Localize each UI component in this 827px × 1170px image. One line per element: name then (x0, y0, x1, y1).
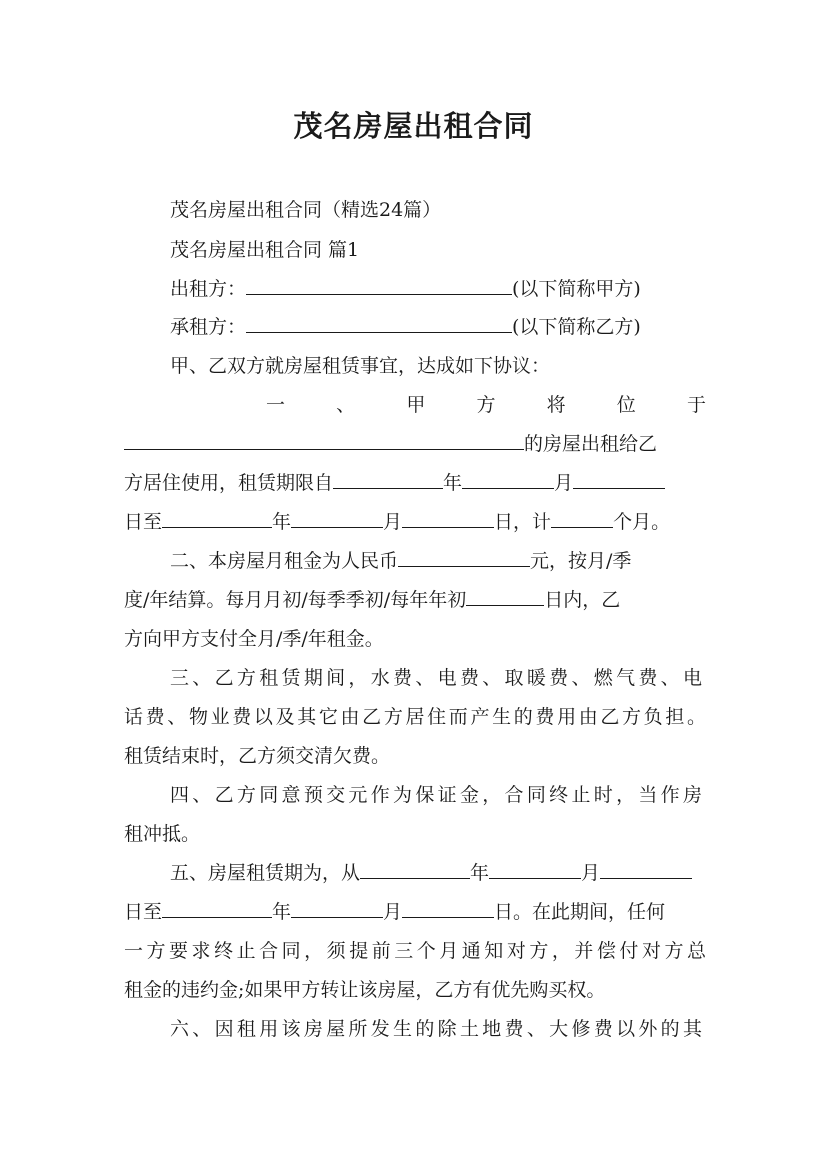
end-year-blank[interactable] (162, 509, 272, 528)
clause-5-text: 五、房屋租赁期为，从 (170, 862, 361, 884)
clause-1-char: 将 (546, 394, 566, 416)
clause-2-text: 度/年结算。每月月初/每季季初/每年年初 (124, 589, 467, 611)
clause-1-text: 年 (272, 511, 292, 533)
clause-5-line-2 (124, 898, 665, 926)
start-year-blank[interactable] (333, 470, 443, 489)
clause-2-line-2 (124, 586, 620, 614)
clause-3-line-2: 话费、物业费以及其它由乙方居住而产生的费用由乙方负担。 (124, 706, 706, 728)
clause-1-char: 、 (336, 394, 356, 416)
lessor-line (170, 275, 641, 303)
clause-5-text: 月 (383, 901, 403, 923)
clause-4-line-1: 四、乙方同意预交元作为保证金，合同终止时，当作房 (170, 784, 702, 806)
clause-5-line-1 (170, 859, 692, 887)
intro-text: 甲、乙双方就房屋租赁事宜，达成如下协议： (170, 355, 551, 377)
clause-2-text: 日内，乙 (544, 589, 621, 611)
lessee-suffix: (以下简称乙方) (512, 316, 641, 338)
months-count-blank[interactable] (551, 509, 613, 528)
clause-3-line-1: 三、乙方租赁期间，水费、电费、取暖费、燃气费、电 (170, 667, 702, 689)
end-day-blank[interactable] (402, 509, 494, 528)
lessee-line (170, 313, 641, 341)
clause-1-line-2 (124, 430, 657, 458)
clause-2-text: 二、本房屋月租金为人民币 (170, 550, 399, 572)
clause-5-text: 年 (470, 862, 490, 884)
lease-end-year-blank[interactable] (162, 899, 272, 918)
start-month-blank[interactable] (462, 470, 554, 489)
clause-2-line-3: 方向甲方支付全月/季/年租金。 (124, 628, 384, 650)
clause-1-text: 月 (554, 472, 574, 494)
section-heading: 茂名房屋出租合同 篇1 (170, 239, 360, 261)
lease-start-day-blank[interactable] (600, 860, 692, 879)
start-day-blank[interactable] (573, 470, 665, 489)
lessor-label: 出租方： (170, 278, 247, 300)
lease-end-month-blank[interactable] (291, 899, 383, 918)
clause-5-text: 日。在此期间，任何 (494, 901, 666, 923)
lease-start-month-blank[interactable] (489, 860, 581, 879)
clause-1-char: 方 (476, 394, 496, 416)
clause-4-line-2: 租冲抵。 (124, 823, 201, 845)
clause-1-char: 位 (616, 394, 636, 416)
clause-5-text: 日至 (124, 901, 163, 923)
clause-1-text: 日，计 (494, 511, 552, 533)
lessee-name-blank[interactable] (246, 314, 512, 333)
lease-start-year-blank[interactable] (360, 860, 470, 879)
clause-1-char: 一 (266, 394, 286, 416)
clause-5-line-3: 一方要求终止合同，须提前三个月通知对方，并偿付对方总 (124, 940, 706, 962)
lease-end-day-blank[interactable] (402, 899, 494, 918)
lessee-label: 承租方： (170, 316, 247, 338)
clause-1-text: 个月。 (613, 511, 671, 533)
document-subtitle: 茂名房屋出租合同（精选24篇） (170, 199, 442, 221)
clause-6-line-1: 六、因租用该房屋所发生的除土地费、大修费以外的其 (170, 1018, 702, 1040)
clause-1-char: 于 (686, 394, 706, 416)
clause-1-char: 甲 (406, 394, 426, 416)
clause-1-text: 日至 (124, 511, 163, 533)
clause-1-line-4 (124, 508, 670, 536)
clause-1-line-1 (266, 391, 706, 419)
clause-1-line-3 (124, 469, 665, 497)
clause-5-text: 月 (581, 862, 601, 884)
lessor-name-blank[interactable] (246, 276, 512, 295)
lessor-suffix: (以下简称甲方) (512, 278, 641, 300)
clause-2-text: 元，按月/季 (530, 550, 632, 572)
clause-1-text: 年 (443, 472, 463, 494)
clause-1-text: 月 (383, 511, 403, 533)
document-title: 茂名房屋出租合同 (293, 109, 534, 143)
clause-3-line-3: 租赁结束时，乙方须交清欠费。 (124, 745, 391, 767)
clause-2-line-1 (170, 547, 631, 575)
clause-1-text: 的房屋出租给乙 (524, 433, 658, 455)
clause-5-text: 年 (272, 901, 292, 923)
payment-days-blank[interactable] (466, 587, 544, 606)
property-location-blank[interactable] (124, 431, 524, 450)
clause-5-line-4: 租金的违约金;如果甲方转让该房屋，乙方有优先购买权。 (124, 979, 606, 1001)
clause-1-text: 方居住使用，租赁期限自 (124, 472, 334, 494)
monthly-rent-blank[interactable] (398, 548, 530, 567)
end-month-blank[interactable] (291, 509, 383, 528)
